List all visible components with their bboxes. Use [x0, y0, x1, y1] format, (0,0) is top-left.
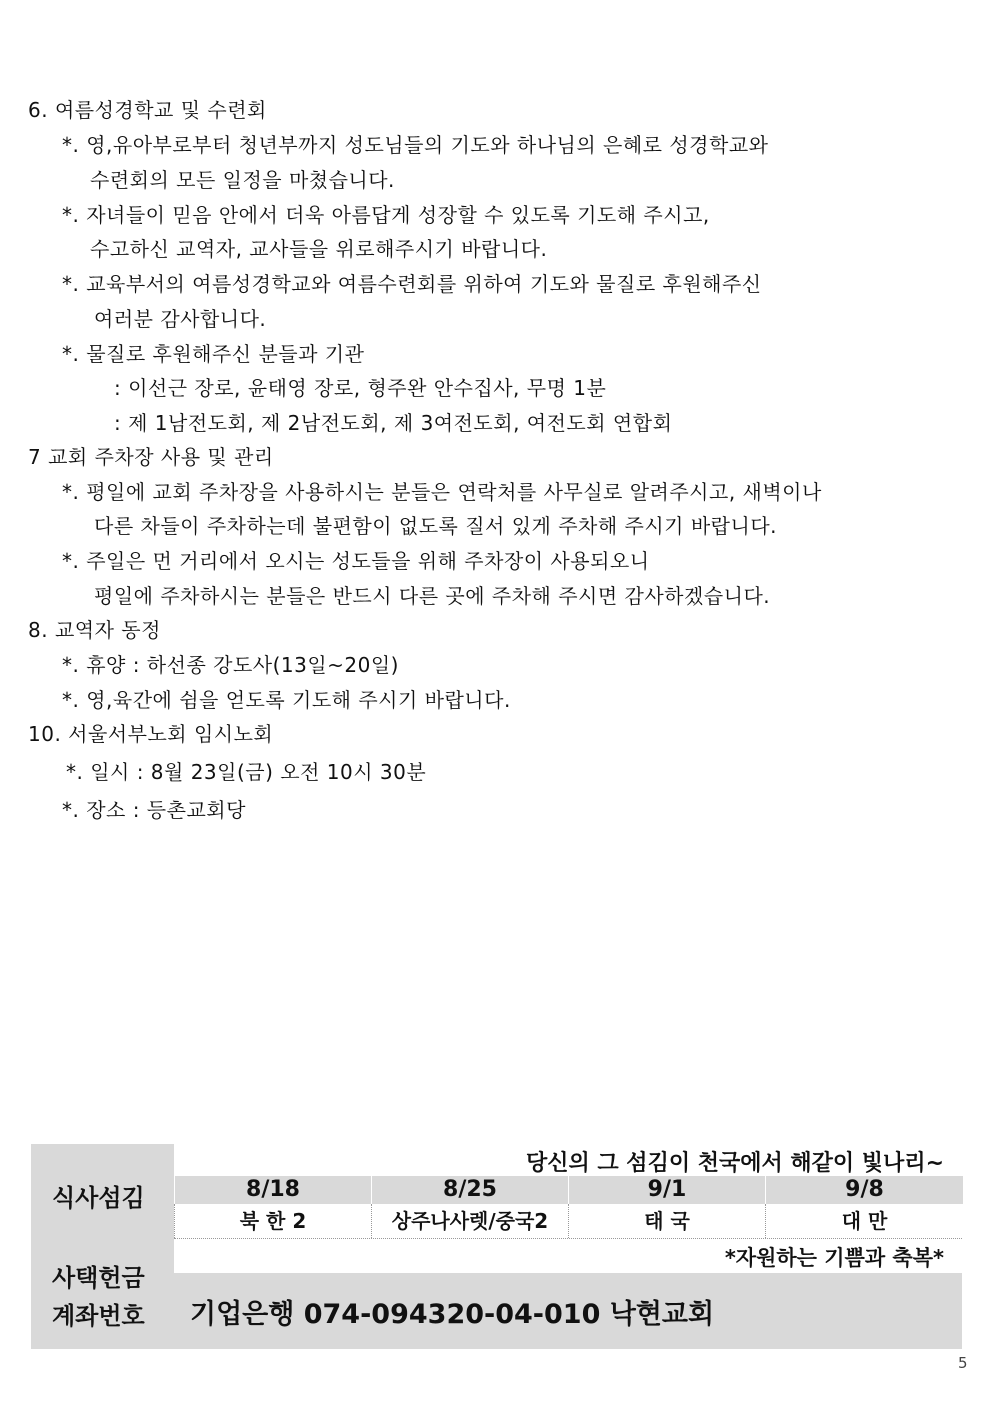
tagline-row [174, 1144, 962, 1176]
sponsor-line: : 제 1남전도회, 제 2남전도회, 제 3여전도회, 여전도회 연합회 [114, 411, 673, 435]
schedule-date: 9/1 [568, 1176, 765, 1204]
notice-item: *. 주일은 먼 거리에서 오시는 성도들을 위해 주차장이 사용되오니 [62, 549, 650, 573]
section-heading: 7 교회 주차장 사용 및 관리 [28, 445, 274, 469]
tagline: 당신의 그 섬김이 천국에서 해같이 빛나리~ [525, 1151, 944, 1176]
notice-item: *. 휴양 : 하선종 강도사(13일~20일) [62, 653, 399, 677]
sponsor-line: : 이선근 장로, 윤태영 장로, 형주완 안수집사, 무명 1분 [114, 376, 607, 400]
joy-text: *자원하는 기쁨과 축복* [724, 1246, 944, 1270]
bank-account: 기업은행 074-094320-04-010 낙현교회 [190, 1299, 715, 1330]
section-heading: 8. 교역자 동정 [28, 618, 161, 642]
schedule-team: 상주나사렛/중국2 [371, 1204, 568, 1238]
notice-item: *. 영,육간에 쉼을 얻도록 기도해 주시기 바랍니다. [62, 688, 511, 712]
notice-item: *. 자녀들이 믿음 안에서 더욱 아름답게 성장할 수 있도록 기도해 주시고, [62, 203, 710, 227]
schedule-date: 8/18 [174, 1176, 371, 1204]
offering-label: 사택헌금 [52, 1264, 145, 1292]
schedule-date: 9/8 [765, 1176, 963, 1204]
notice-item-cont: 평일에 주차하시는 분들은 반드시 다른 곳에 주차해 주시면 감사하겠습니다. [94, 584, 771, 608]
section-heading: 6. 여름성경학교 및 수련회 [28, 98, 267, 122]
schedule-team: 북 한 2 [174, 1204, 371, 1238]
schedule-date: 8/25 [371, 1176, 568, 1204]
section-heading: 10. 서울서부노회 임시노회 [28, 722, 274, 746]
page-number: 5 [958, 1354, 968, 1372]
notice-item: *. 물질로 후원해주신 분들과 기관 [62, 342, 365, 366]
notice-item: *. 일시 : 8월 23일(금) 오전 10시 30분 [66, 760, 427, 784]
schedule-team: 대 만 [765, 1204, 963, 1238]
notice-item-cont: 여러분 감사합니다. [94, 307, 267, 331]
notice-item: *. 교육부서의 여름성경학교와 여름수련회를 위하여 기도와 물질로 후원해주신 [62, 272, 762, 296]
joy-row [174, 1238, 962, 1273]
notice-item-cont: 수련회의 모든 일정을 마쳤습니다. [90, 168, 395, 192]
notice-item-cont: 다른 차들이 주차하는데 불편함이 없도록 질서 있게 주차해 주시기 바랍니다. [94, 514, 777, 538]
notice-item: *. 영,유아부로부터 청년부까지 성도님들의 기도와 하나님의 은혜로 성경학교와 [62, 133, 769, 157]
notice-item: *. 평일에 교회 주차장을 사용하시는 분들은 연락처를 사무실로 알려주시고, 새벽이나 [62, 480, 822, 504]
meal-service-label: 식사섬김 [52, 1184, 145, 1212]
notice-item: *. 장소 : 등촌교회당 [62, 798, 246, 822]
account-label: 계좌번호 [52, 1302, 145, 1330]
notice-item-cont: 수고하신 교역자, 교사들을 위로해주시기 바랍니다. [90, 237, 548, 261]
schedule-team: 태 국 [568, 1204, 765, 1238]
